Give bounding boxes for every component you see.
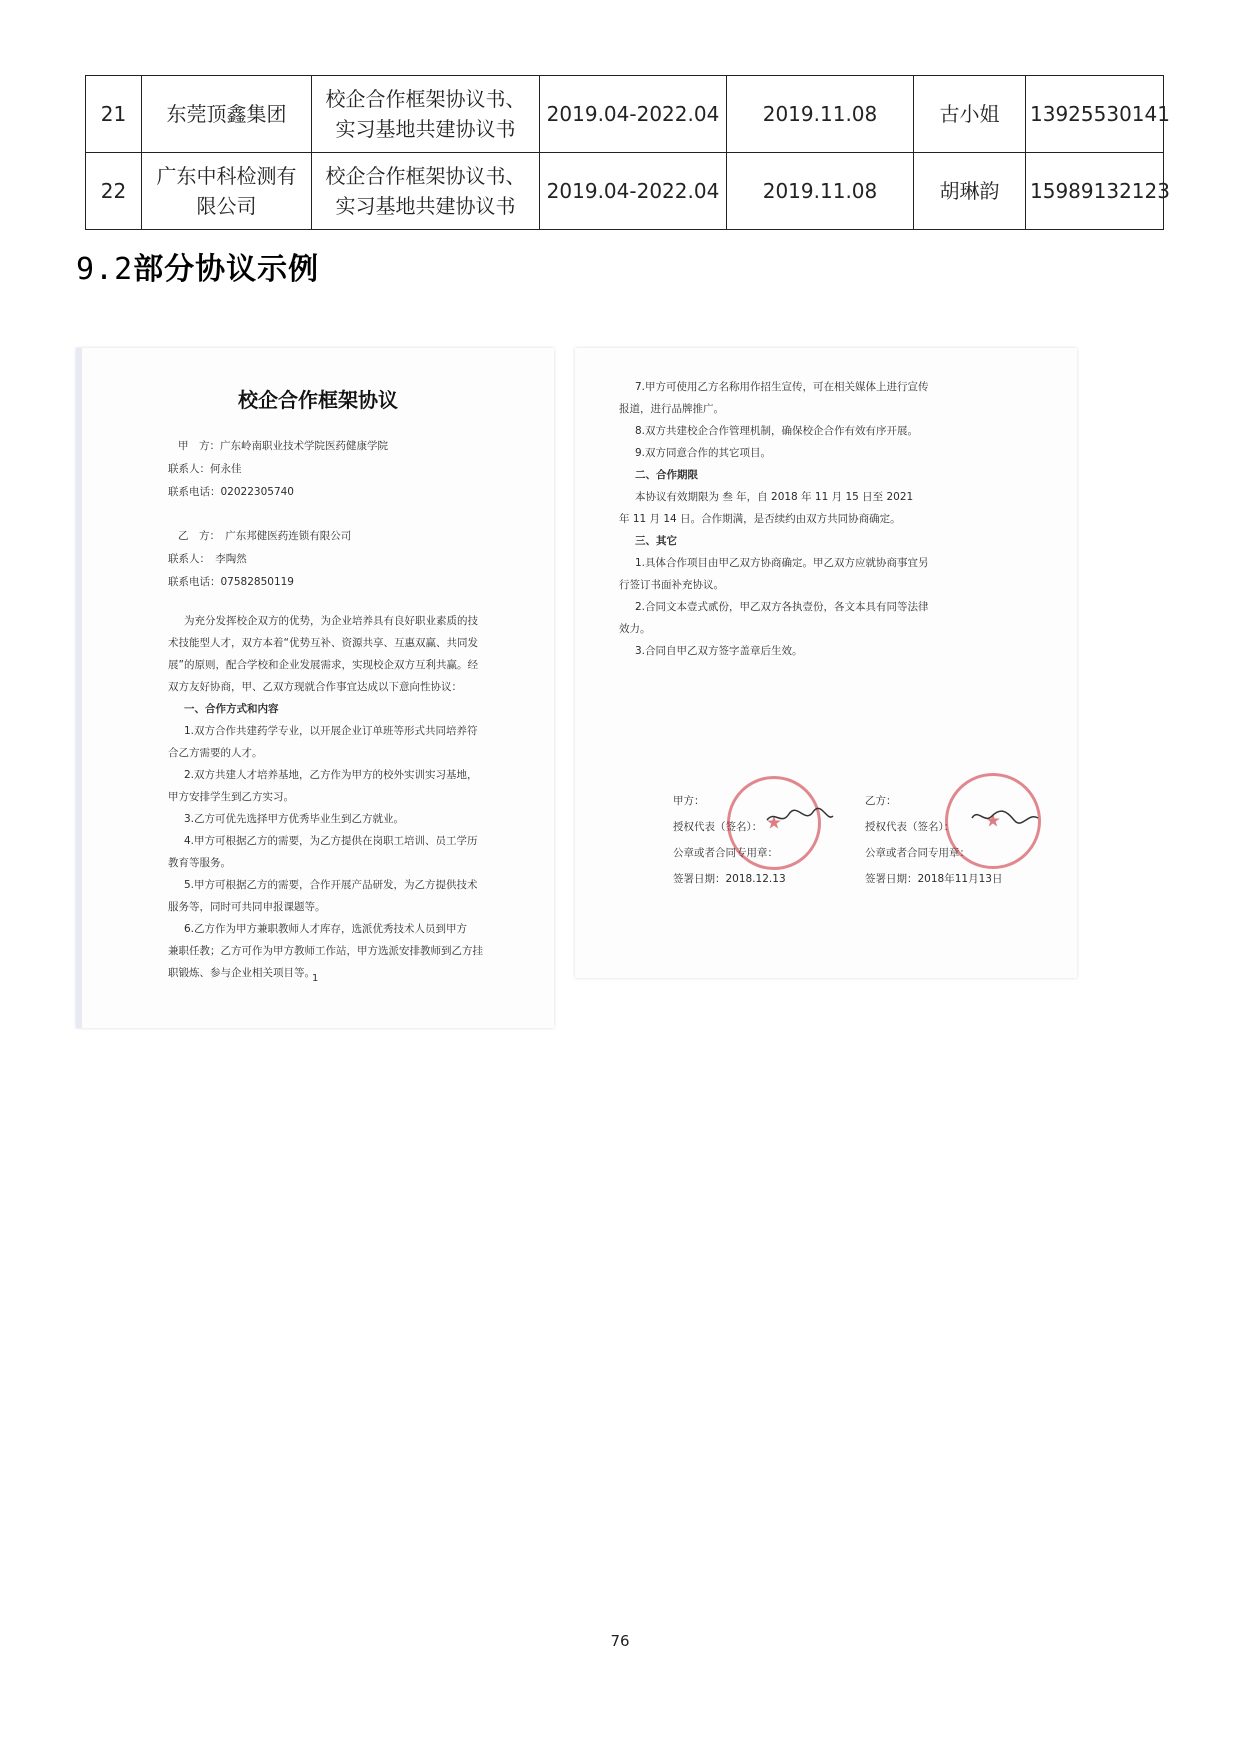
company-name: 广东中科检测有 限公司: [142, 153, 312, 230]
contact-person: 胡琳韵: [914, 153, 1026, 230]
star-icon: ★: [984, 810, 1002, 832]
heading-term: 二、合作期限: [635, 469, 698, 481]
signature-a-icon: [765, 806, 835, 828]
contact-b: 联系人： 李陶然: [168, 553, 247, 565]
contact-a: 联系人：何永佳: [168, 463, 242, 475]
star-icon: ★: [765, 812, 783, 834]
sign-date: 2019.11.08: [727, 76, 914, 153]
agreement-type: 校企合作框架协议书、 实习基地共建协议书: [312, 76, 540, 153]
signature-block-a: 甲方： 授权代表（签名）： 公章或者合同专用章： 签署日期：2018.12.13: [673, 795, 786, 885]
party-a: 甲 方：广东岭南职业技术学院医药健康学院: [178, 440, 388, 452]
signature-block-b: 乙方： 授权代表（签名）： 公章或者合同专用章： 签署日期：2018年11月13日: [865, 795, 1003, 885]
page-number: 76: [610, 1632, 630, 1650]
contact-phone: 13925530141: [1026, 76, 1164, 153]
cooperation-period: 2019.04-2022.04: [540, 153, 727, 230]
section-title: 部分协议示例: [133, 252, 320, 287]
agreement-type: 校企合作框架协议书、 实习基地共建协议书: [312, 153, 540, 230]
page-mark: 1: [312, 973, 319, 984]
row-number: 21: [86, 76, 142, 153]
phone-a: 联系电话：02022305740: [168, 486, 294, 498]
signature-b-icon: [970, 806, 1040, 828]
agreement-title: 校企合作框架协议: [238, 388, 398, 412]
heading-others: 三、其它: [635, 535, 677, 547]
section-heading: [76, 244, 319, 288]
phone-b: 联系电话：07582850119: [168, 576, 294, 588]
cooperation-table: [85, 75, 1170, 230]
row-number: 22: [86, 153, 142, 230]
contact-person: 古小姐: [914, 76, 1026, 153]
scanned-agreement-page-2: [575, 348, 1077, 978]
cooperation-period: 2019.04-2022.04: [540, 76, 727, 153]
intro-paragraph: 为充分发挥校企双方的优势，为企业培养具有良好职业素质的技 术技能型人才，双方本着“优势互补、资源共享、互惠双赢、共同发 展”的原则，配合学校和企业发展需求，实现校企双方互利共赢。经 双方友好协商，甲、乙双方现就合作事宜达成以下意向性协议： 一、合作方式和内容 1.双方合作共建药学专业，以开展企业订单班等形式共同培养符 合乙方需要的人才。 2.双方共建人才培养基地，乙方作为甲方的校外实训实习基地， 甲方安排学生到乙方实习。 3.乙方可优先选择甲方优秀毕业生到乙方就业。 4.甲方可根据乙方的需要，为乙方提供在岗职工培训、员工学历 教育等服务。 5.甲方可根据乙方的需要，合作开展产品研发，为乙方提供技术 服务等，同时可共同申报课题等。 6.乙方作为甲方兼职教师人才库存，选派优秀技术人员到甲方 兼职任教；乙方可作为甲方教师工作站，甲方选派安排教师到乙方挂 职锻炼、参与企业相关项目等。: [168, 610, 538, 984]
scanned-agreement-page-1: [76, 348, 554, 1028]
contact-phone: 15989132123: [1026, 153, 1164, 230]
heading-cooperation: 一、合作方式和内容: [184, 703, 279, 715]
company-name: 东莞顶鑫集团: [142, 76, 312, 153]
sign-date: 2019.11.08: [727, 153, 914, 230]
party-b: 乙 方： 广东邦健医药连锁有限公司: [178, 530, 352, 542]
table-row: [86, 76, 1164, 153]
table-row: [86, 153, 1164, 230]
section-number: 9.2: [76, 252, 134, 287]
agreement-body: 7.甲方可使用乙方名称用作招生宣传，可在相关媒体上进行宣传 报道，进行品牌推广。 8.双方共建校企合作管理机制，确保校企合作有效有序开展。 9.双方同意合作的其它项目。 二、合作期限 本协议有效期限为 叁 年，自 2018 年 11 月 15 日至 2021 年 11 月 14 日。合作期满，是否续约由双方共同协商确定。 三、其它 1.具体合作项目由甲乙双方协商确定。甲乙双方应就协商事宜另 行签订书面补充协议。 2.合同文本壹式贰份，甲乙双方各执壹份，各文本具有同等法律 效力。 3.合同自甲乙双方签字盖章后生效。: [619, 376, 1039, 662]
